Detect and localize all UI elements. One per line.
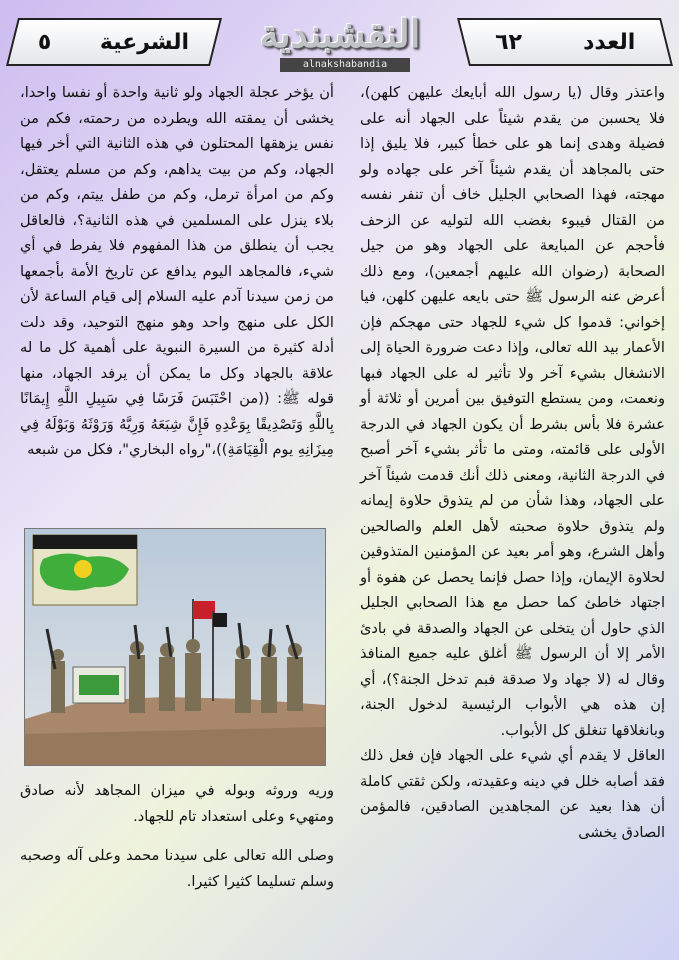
issue-label: العدد	[582, 29, 635, 55]
page-header	[0, 0, 679, 80]
section-title: الشرعية	[100, 29, 190, 55]
paragraph: وريه وروثه وبوله في ميزان المجاهد لأنه صادق ومتهيء وعلى استعداد تام للجهاد.	[20, 782, 334, 825]
issue-banner	[457, 18, 673, 66]
magazine-logo	[240, 6, 440, 76]
section-banner	[6, 18, 222, 66]
paragraph: واعتذر وقال (يا رسول الله أبايعك عليهن كلهن)، فلا يحسبن من يقدم شيئاً على الجهاد أنه على فضيلة وهدى إنما هو على خطأ كبير، فلا يليق إذا حتى بالمجاهد أن يقدم شيئاً آخر على جهاده ولو مهجته، فهذا الصحابي الجليل خاف أن تنفر نفسه من القتال فيبوء بغضب الله لتوليه عن الزحف فأحجم عن المبايعة على الجهاد وهو من جيل الصحابة (رضوان الله عليهم أجمعين)، ومع ذلك أعرض عنه الرسول ﷺ حتى بايعه عليهن كلهن، فيا إخواني: قدموا كل شيء للجهاد حتى مهجكم فإن الأعمار بيد الله تعالى، وإذا دعت ضرورة الحياة إلى الانشغال بشيء آخر ولا تأثير له على الجهاد فبها ونعمت، ومن يستطع التوفيق بين أمرين أو ثلاثة أو عشرة فلا بأس بشرط أن يكون الجهاد في الدرجة الأولى على قائمته، ومتى ما تأثر بشيء آخر أصبح في الدرجة الثانية، ومعنى ذلك أنك قدمت شيئاً آخر على الجهاد، وهذا شأن من لم يتذوق حلاوة إيمانه ولم يتذوق حلاوة صحبته لأهل العلم والصالحين وأهل الشرع، وهو أمر بعيد عن المؤمنين المتذوقين لحلاوة الإيمان، وإذا حصل فإنما يحصل عن هفوة أو اجتهاد خاطئ كما حصل مع هذا الصحابي الجليل الذي حاول أن يتخلى عن الجهاد والصدقة في بادئ الأمر إلا أن الرسول ﷺ أغلق عليه جميع المنافذ وقال له (لا جهاد ولا صدقة فبم تدخل الجنة؟)، أي إن هذه هي الأبواب الرئيسية لدخول الجنة، وبانغلاقها تنغلق كل الأبواب.	[360, 84, 665, 739]
issue-number: ٦٢	[495, 29, 523, 55]
logo-text: النقشبندية	[259, 11, 421, 56]
emblem-icon	[33, 535, 137, 605]
logo-url: alnakshabandia	[280, 58, 410, 72]
closing-text	[20, 778, 334, 908]
photo-illustration	[25, 529, 325, 765]
paragraph: أن يؤخر عجلة الجهاد ولو ثانية واحدة أو نفسا واحدا، يخشى أن يمقته الله ويطرده من رحمته، فكم من نفس يزهقها المحتلون في هذه الثانية التي أخر فيها الجهاد، وكم من بيت يداهم، وكم من مسلم يعتقل، وكم من امرأة ترمل، وكم من طفل ييتم، وكم من بلاء ينزل على المسلمين في هذه الثانية؟، فالعاقل يجب أن ينطلق من هذا المفهوم فلا يفرط في أي شيء، فالمجاهد اليوم يدافع عن تاريخ الأمة بأجمعها من زمن سيدنا آدم عليه السلام إلى قيام الساعة لأن الكل على منهج واحد وهو منهج التوحيد، وقد دلت أدلة كثيرة من السيرة النبوية على أهمية كل ما له علاقة بالجهاد وكل ما يمكن أن يرفد الجهاد، منها قوله ﷺ: ((من احْتَبَسَ فَرَسًا فِي سَبِيلِ اللَّهِ إِيمَانًا بِاللَّهِ وَتَصْدِيقًا بِوَعْدِهِ فَإِنَّ شِبَعَهُ وَرِيَّهُ وَرَوْثَهُ وَبَوْلَهُ فِي مِيزَانِهِ يوم الْقِيَامَةِ))،"رواه البخاري"، فكل من شبعه	[20, 84, 334, 458]
left-column	[20, 80, 334, 463]
paragraph: العاقل لا يقدم أي شيء على الجهاد فإن فعل ذلك فقد أصابه خلل في دينه وعقيدته، ولكن ثقتي كاملة أن هذا بعيد عن المجاهدين الصادقين، فالمؤمن الصادق يخشى	[360, 747, 665, 841]
fighters-photo	[24, 528, 326, 766]
paragraph: وصلى الله تعالى على سيدنا محمد وعلى آله وصحبه وسلم تسليما كثيرا كثيرا.	[20, 847, 334, 890]
right-column	[360, 80, 665, 845]
page-number: ٥	[38, 29, 52, 55]
